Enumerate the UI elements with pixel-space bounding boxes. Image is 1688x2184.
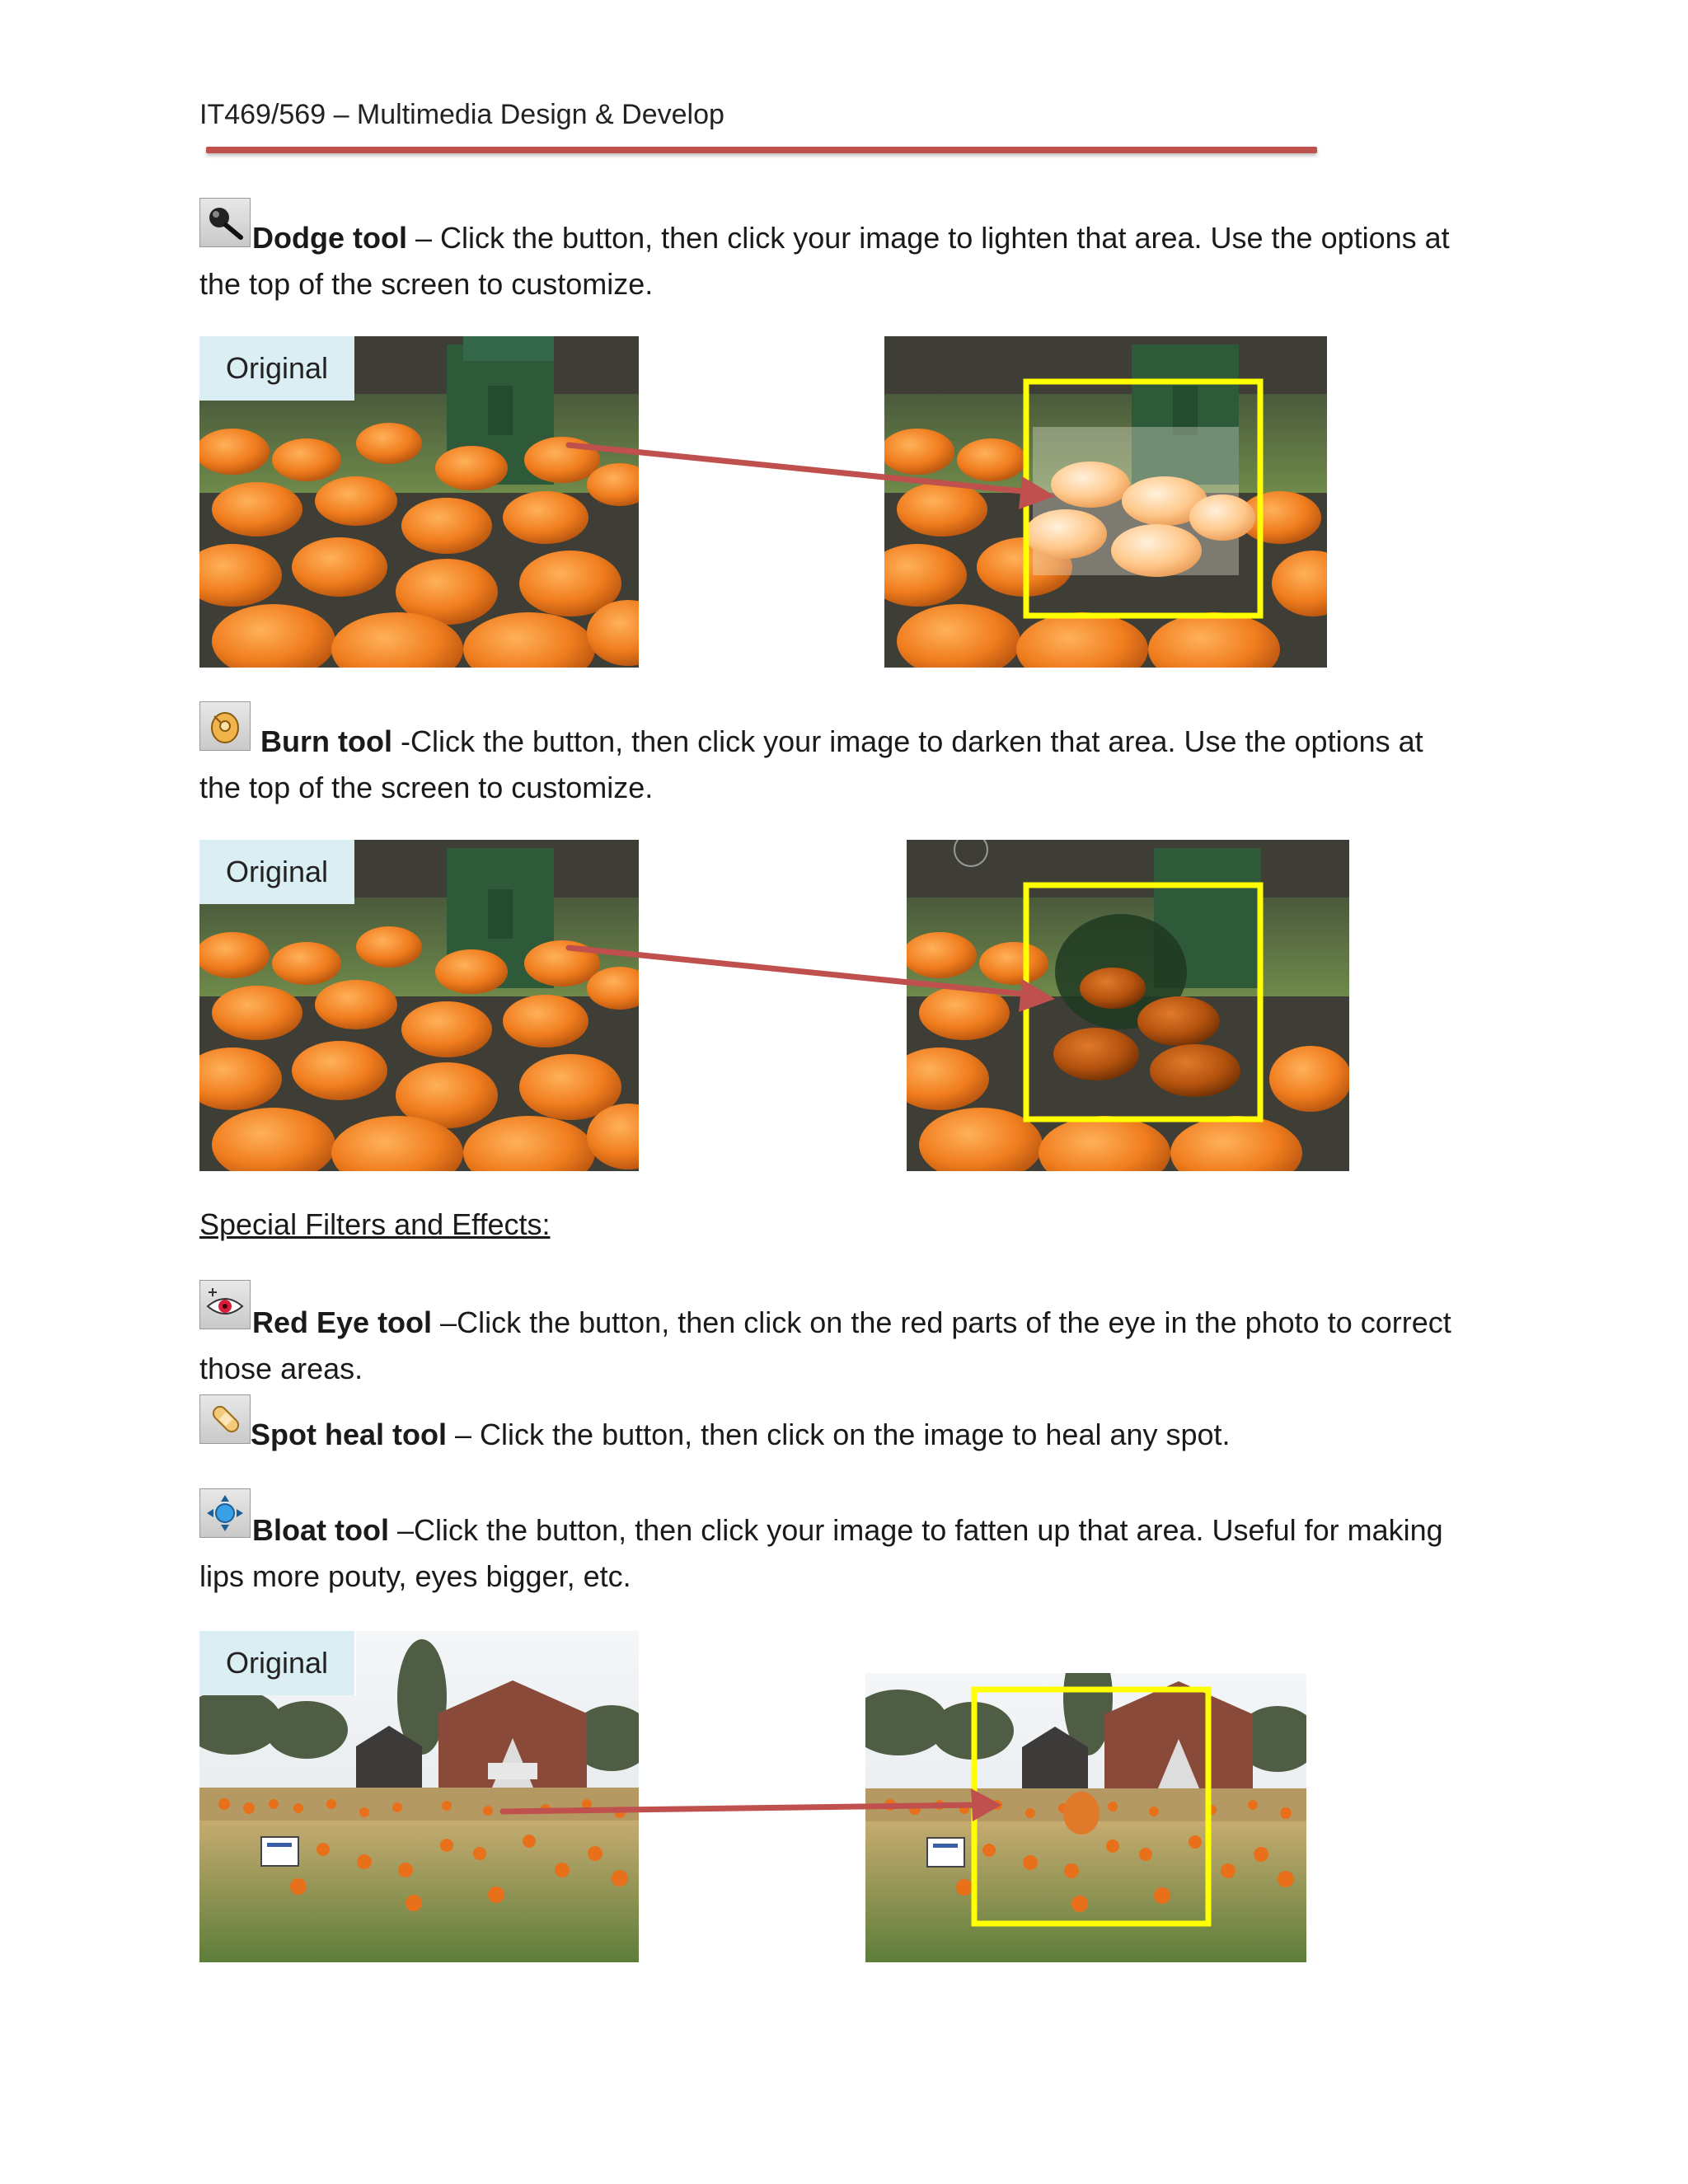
red-eye-icon[interactable] xyxy=(199,1280,251,1329)
original-label: Original xyxy=(199,840,354,904)
bloat-arrow xyxy=(495,1780,1022,1838)
burn-arrow xyxy=(560,933,1071,1024)
red-eye-tool-name: Red Eye tool xyxy=(252,1305,433,1339)
section-heading: Special Filters and Effects: xyxy=(199,1207,551,1241)
dodge-tool-desc: Dodge tool – Click the button, then click your image to lighten that area. Use the options at xyxy=(252,221,1450,255)
dodge-tool-name: Dodge tool xyxy=(252,221,407,255)
magnifier-icon[interactable] xyxy=(199,198,251,247)
dodge-tool-desc-cont: the top of the screen to customize. xyxy=(199,267,654,301)
header-divider xyxy=(206,147,1317,153)
burn-tool-desc-cont: the top of the screen to customize. xyxy=(199,771,654,804)
dodge-arrow xyxy=(560,429,1071,519)
red-eye-tool-desc-cont: those areas. xyxy=(199,1352,363,1385)
original-label: Original xyxy=(199,1631,354,1695)
spot-heal-tool-desc: Spot heal tool – Click the button, then click on the image to heal any spot. xyxy=(251,1418,1231,1451)
red-eye-tool-desc: Red Eye tool –Click the button, then click on the red parts of the eye in the photo to correct xyxy=(252,1305,1451,1339)
page-header-title: IT469/569 – Multimedia Design & Develop xyxy=(199,99,724,130)
burn-tool-desc: Burn tool -Click the button, then click your image to darken that area. Use the options at xyxy=(260,724,1423,758)
bloat-tool-name: Bloat tool xyxy=(252,1513,389,1547)
spot-heal-tool-name: Spot heal tool xyxy=(251,1418,447,1451)
original-label: Original xyxy=(199,336,354,401)
bloat-icon[interactable] xyxy=(199,1488,251,1538)
burn-tool-name: Burn tool xyxy=(260,724,392,758)
bloat-tool-desc-cont: lips more pouty, eyes bigger, etc. xyxy=(199,1559,631,1593)
burn-hand-icon[interactable] xyxy=(199,701,251,751)
bloat-tool-desc: Bloat tool –Click the button, then click your image to fatten up that area. Useful for making xyxy=(252,1513,1443,1547)
bandage-icon[interactable] xyxy=(199,1394,251,1444)
